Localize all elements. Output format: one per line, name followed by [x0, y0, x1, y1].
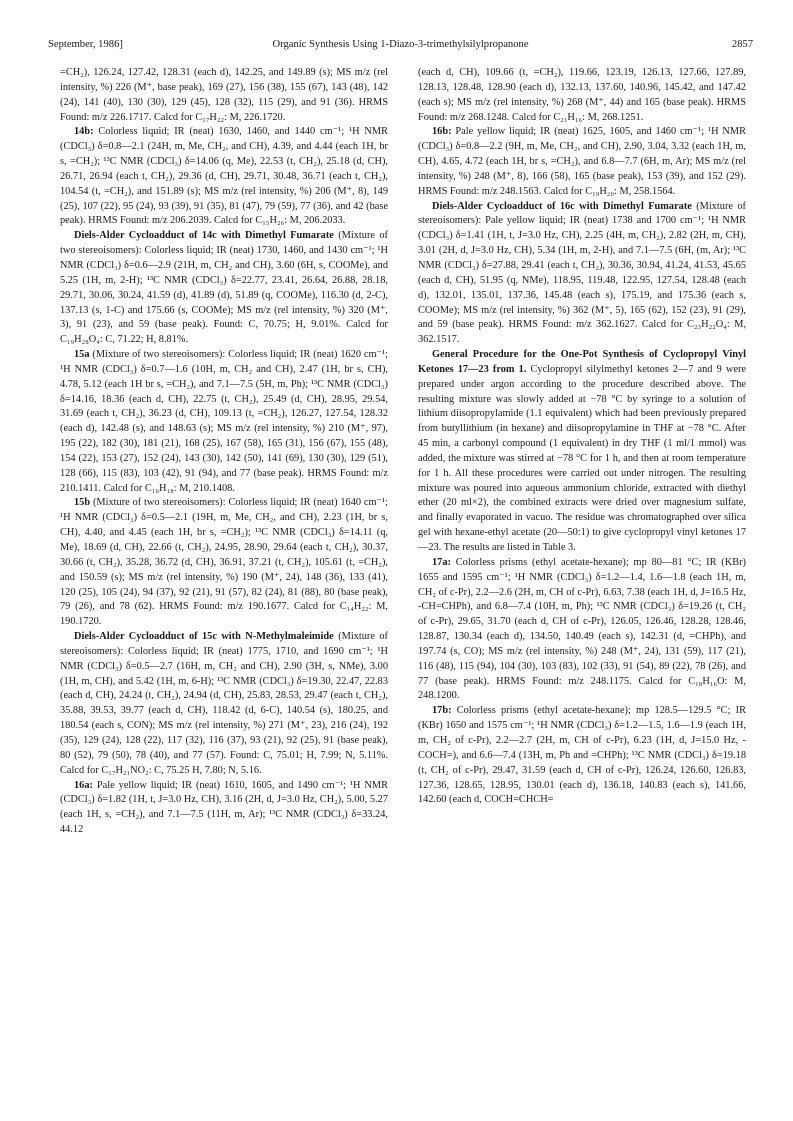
compound-label: 16a:	[74, 779, 93, 791]
paragraph: Diels-Alder Cycloadduct of 16c with Dimethyl Fumarate (Mixture of stereoisomers): Pale yellow liquid; IR (neat) 1738 and 1700 cm⁻¹; ¹H NMR (CDCl₃) δ=1.41 (1H, t, J=3.0 Hz, CH), 2.25 (4H, m, CH₂), 2.82 (2H, m, CH), 3.01 (2H, d, J=3.0 Hz, CH), 5.34 (1H, m, 2-H), and 7.1—7.5 (6H, (m, Ar); ¹³C NMR (CDCl₃) δ=27.88, 29.41 (each t, CH₂), 30.36, 30.94, 41.24, 41.53, 45.65 (each d, CH), 51.95 (q, NMe), 118.95, 119.48, 122.95, 127.54, 128.48 (each d), 132.01, 135.01, 137.36, 145.48 (each s), 175.19, and 175.36 (each s, COOMe); MS m/z (rel intensity, %) 362 (M⁺, 5), 165 (62), 152 (23), 91 (29), and 59 (base peak). HRMS Found: m/z 362.1627. Calcd for C₂₃H₂₂O₄: M, 362.1517.	[418, 200, 746, 346]
paragraph: Diels-Alder Cycloadduct of 15c with N-Methylmaleimide (Mixture of stereoisomers): Colorless liquid; IR (neat) 1775, 1710, and 1690 cm⁻¹; ¹H NMR (CDCl₃) δ=0.5—2.7 (16H, m, CH₂ and CH), 2.90 (3H, s, NMe), 3.00 (1H, m, CH), and 5.42 (1H, m, 6-H); ¹³C NMR (CDCl₃) δ=19.30, 22.47, 22.83 (each d, CH), 24.24 (t, CH₂), 24.94 (d, CH), 25.83, 28.53, 29.47 (each t, CH₂), 35.88, 39.53, 39.77 (each d, CH), 118.42 (d, 6-C), 140.54 (s), 180.25, and 180.54 (each s, CON); MS m/z (rel intensity, %) 271 (M⁺, 23), 216 (24), 192 (35), 129 (24), 128 (22), 117 (32), 116 (37), 93 (21), 92 (25), 91 (base peak), 80 (52), 79 (50), 78 (40), and 77 (57). Found: C, 75.01; H, 7.99; N, 5.11%. Calcd for C₁₇H₂₁NO₂: C, 75.25 H, 7.80; N, 5.16.	[60, 631, 389, 776]
paragraph: 14b: Colorless liquid; IR (neat) 1630, 1460, and 1440 cm⁻¹; ¹H NMR (CDCl₃) δ=0.8—2.1 (24H, m, Me, CH₂, and CH), 4.39, and 4.44 (each 1H, br s, =CH₂); ¹³C NMR (CDCl₃) δ=14.06 (q, Me), 22.53 (t, CH₂), 25.18 (d, CH), 26.71, 26.94 (each t, CH₂), 29.36 (d, CH), 29.71, 30.48, 36.71 (each t, CH₂), 104.54 (t, =CH₂), and 151.89 (s); MS m/z (rel intensity, %) 206 (M⁺, 8), 149 (25), 107 (22), 95 (24), 93 (39), 91 (35), 81 (47), 79 (59), 77 (36), and 42 (base peak). HRMS Found: m/z 206.2039. Calcd for C₁₅H₂₆: M, 206.2033.	[60, 126, 388, 227]
compound-label: Diels-Alder Cycloadduct of 16c with Dimethyl Fumarate	[432, 200, 692, 212]
paragraph: (each d, CH), 109.66 (t, =CH₂), 119.66, 123.19, 126.13, 127.66, 127.89, 128.13, 128.48, 128.90 (each d), 132.13, 137.60, 140.96, 145.42, and 147.42 (each s); MS m/z (rel intensity, %) 268 (M⁺, 44) and 165 (base peak). HRMS Found: m/z 268.1248. Calcd for C₂₁H₁₆: M, 268.1251.	[418, 67, 746, 123]
paragraph: 17a: Colorless prisms (ethyl acetate-hexane); mp 80—81 °C; IR (KBr) 1655 and 1595 cm⁻¹; ¹H NMR (CDCl₃) δ=1.2—1.4, 1.6—1.8 (each 1H, m, CH₂ of c-Pr), 2.2—2.6 (2H, m, CH of c-Pr), 6.63, 7.38 (each 1H, d, J=16.5 Hz, -CH=CHPh), and 6.8—7.4 (10H, m, Ph); ¹³C NMR (CDCl₃) δ=19.26 (t, CH₂ of c-Pr), 29.65, 31.70 (each d, CH of c-Pr), 126.05, 126.46, 128.28, 128.46, 128.87, 130.34 (each d), 134.50, 140.49 (each s), 142.31 (d, =CHPh), and 197.74 (s, CO); MS m/z (rel intensity, %) 248 (M⁺, 24), 131 (59), 117 (21), 116 (48), 115 (94), 104 (30), 103 (83), 102 (33), 91 (54), 89 (22), 78 (26), and 77 (base peak). HRMS Found: m/z 248.1175. Calcd for C₁₈H₁₆O: M, 248.1200.	[418, 556, 746, 702]
paragraph: General Procedure for the One-Pot Synthesis of Cyclopropyl Vinyl Ketones 17—23 from 1. Cyclopropyl silylmethyl ketones 2—7 and 9 were prepared under argon according to the procedure described above. The resulting mixture was slowly added at −78 °C by syringe to a solution of lithium diisopropylamide (1.1 equivalent) which had been previously prepared from butyllithium (in hexane) and diisopropylamine in THF at −78 °C. After 45 min, a carbonyl compound (1 equivalent) in dry THF (1 ml/1 mmol) was added, the mixture was stirred at −78 °C for 1 h, and then at room temperature for 1 h. All these procedures were carried out under nitrogen. The resulting mixture was poured into aqueous ammonium chloride, extracted with diethyl ether (20 ml×2), the combined extracts were dried over magnesium sulfate, and finally evaporated in vacuo. The residue was chromatographed over silica gel with hexane-ethyl acetate (20—50:1) to give cyclopropyl vinyl ketones 17—23. The results are listed in Table 3.	[418, 349, 746, 553]
compound-label: 15a	[74, 349, 90, 361]
compound-label: Diels-Alder Cycloadduct of 14c with Dimethyl Fumarate	[74, 230, 334, 242]
section-heading: General Procedure for the One-Pot Synthesis of Cyclopropyl Vinyl Ketones 17—23 from 1.	[418, 349, 746, 375]
page-number: 2857	[731, 39, 753, 50]
paragraph: 15a (Mixture of two stereoisomers): Colorless liquid; IR (neat) 1620 cm⁻¹; ¹H NMR (CDCl₃) δ=0.7—1.6 (10H, m, CH₂ and CH), 2.47 (1H, br s, CH), 4.78, 5.12 (each 1H br s, =CH₂), and 7.1—7.5 (5H, m, Ph); ¹³C NMR (CDCl₃) δ=14.16, 18.36 (each d, CH), 22.75 (t, CH₂), 25.49 (d, CH), 28.95, 29.54, 31.69 (each t, CH₂), 36.23 (d, CH), 109.13 (t, =CH₂), 126.27, 127.54, 128.32 (each d), 142.48 (s), and 148.63 (s); MS m/z (rel intensity, %) 210 (M⁺, 97), 195 (22), 182 (30), 181 (21), 168 (25), 167 (58), 165 (31), 156 (67), 155 (48), 154 (22), 153 (27), 152 (24), 143 (30), 142 (50), 141 (69), 130 (30), 129 (51), 128 (66), 115 (83), 103 (42), 91 (94), and 77 (base peak). HRMS Found: m/z 210.1411. Calcd for C₁₆H₁₈: M, 210.1408.	[60, 349, 388, 494]
compound-label: 15b	[74, 497, 91, 509]
compound-label: 16b:	[432, 126, 452, 138]
compound-label: Diels-Alder Cycloadduct of 15c with N-Methylmaleimide	[74, 631, 334, 643]
paragraph: Diels-Alder Cycloadduct of 14c with Dimethyl Fumarate (Mixture of two stereoisomers): Colorless liquid; IR (neat) 1730, 1460, and 1430 cm⁻¹; ¹H NMR (CDCl₃) δ=0.6—2.9 (21H, m, CH₂ and CH), 3.60 (6H, s, COOMe), and 5.25 (1H, m, 2-H); ¹³C NMR (CDCl₃) δ=22.77, 23.41, 26.64, 26.88, 28.18, 29.71, 30.06, 30.24, 41.59 (d), 41.89 (d), 51.89 (q, COOMe), 116.30 (d, 2-C), 137.13 (s, 1-C) and 175.66 (s, COOMe); MS m/z (rel intensity, %) 320 (M⁺, 3), 91 (23), and 59 (base peak). Found: C, 70.75; H, 9.01%. Calcd for C₁₉H₂₈O₄: C, 71.22; H, 8.81%.	[60, 230, 388, 346]
paragraph: 16a: Pale yellow liquid; IR (neat) 1610, 1605, and 1490 cm⁻¹; ¹H NMR (CDCl₃) δ=1.82 (1H, t, J=3.0 Hz, CH), 3.16 (2H, d, J=3.0 Hz, CH₂), 5.00, 5.27 (each 1H, s, =CH₂), and 7.1—7.5 (11H, m, Ar); ¹³C NMR (CDCl₃) δ=33.24, 44.12	[60, 779, 388, 836]
left-column	[60, 66, 388, 838]
compound-label: 14b:	[74, 126, 94, 138]
header-date: September, 1986]	[48, 39, 123, 50]
right-column	[418, 66, 746, 808]
compound-label: 17b:	[432, 705, 452, 717]
paragraph: 16b: Pale yellow liquid; IR (neat) 1625, 1605, and 1460 cm⁻¹; ¹H NMR (CDCl₃) δ=0.8—2.2 (9H, m, Me, CH₂, and CH), 2.90, 3.04, 3.32 (each 1H, m, CH), 4.65, 4.72 (each 1H, br s, =CH₂), and 6.8—7.7 (6H, m, Ar); MS m/z (rel intensity, %) 248 (M⁺, 8), 166 (58), 165 (base peak), 153 (39), and 152 (29). HRMS Found: m/z 248.1563. Calcd for C₁₉H₂₀: M, 258.1564.	[418, 126, 746, 197]
paragraph: =CH₂), 126.24, 127.42, 128.31 (each d), 142.25, and 149.89 (s); MS m/z (rel intensity, %) 226 (M⁺, base peak), 169 (27), 156 (38), 155 (67), 143 (48), 142 (24), 141 (40), 130 (30), 129 (45), 128 (32), 115 (29), and 91 (36). HRMS Found: m/z 226.1717. Calcd for C₁₇H₂₂: M, 226.1720.	[60, 67, 388, 123]
paragraph: 17b: Colorless prisms (ethyl acetate-hexane); mp 128.5—129.5 °C; IR (KBr) 1650 and 1575 cm⁻¹; ¹H NMR (CDCl₃) δ=1.2—1.5, 1.6—1.9 (each 1H, m, CH₂ of c-Pr), 2.2—2.7 (2H, m, CH of c-Pr), 6.23 (1H, d, J=15.0 Hz, -COCH=), and 6.6—7.4 (13H, m, Ph and =CHPh); ¹³C NMR (CDCl₃) δ=19.18 (t, CH₂ of c-Pr), 29.47, 31.59 (each d, CH of c-Pr), 126.24, 126.60, 126.83, 127.36, 128.65, 128.95, 130.01 (each d), 136.18, 140.83 (each s), 141.66, 142.60 (each d, COCH=CHCH=	[418, 705, 746, 806]
paragraph: 15b (Mixture of two stereoisomers): Colorless liquid; IR (neat) 1640 cm⁻¹; ¹H NMR (CDCl₃) δ=0.5—2.1 (19H, m, Me, CH₂, and CH), 2.23 (1H, br s, CH), 4.40, and 4.45 (each 1H, br s, =CH₂); ¹³C NMR (CDCl₃) δ=14.11 (q, Me), 18.69 (d, CH), 22.66 (t, CH₂), 24.95, 28.90, 29.64 (each t, CH₂), 30.37, 30.66 (t, CH₂), 35.28, 36.72 (d, CH), 36.91, 37.21 (t, CH₂), 105.61 (t, =CH₂), and 150.59 (s); MS m/z (rel intensity, %) 190 (M⁺, 24), 148 (36), 133 (41), 120 (25), 105 (24), 94 (37), 92 (21), 91 (57), 82 (24), 81 (88), 80 (base peak), 79 (26), and 78 (62). HRMS Found: m/z 190.1677. Calcd for C₁₄H₂₂: M, 190.1720.	[60, 497, 388, 628]
running-header	[48, 37, 753, 53]
compound-label: 17a:	[432, 556, 451, 568]
header-title: Organic Synthesis Using 1-Diazo-3-trimethylsilylpropanone	[272, 39, 529, 50]
